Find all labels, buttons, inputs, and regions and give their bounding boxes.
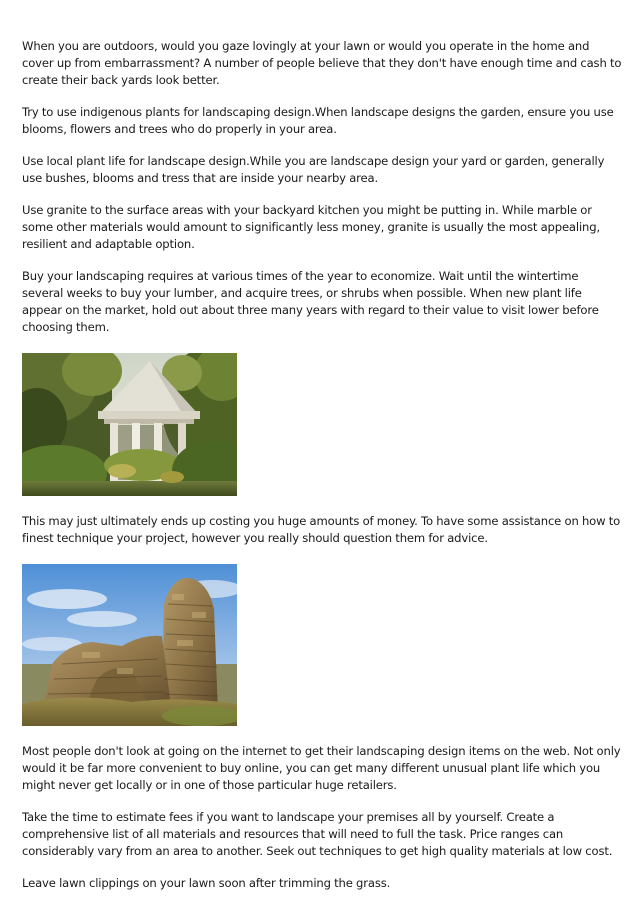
paragraph-local-plants: Use local plant life for landscape design.While you are landscape design your yard or garden, generally use bushes, blooms and tress that are inside your nearby area. [22,154,605,185]
stone-wall-ruin-photo [22,564,237,726]
paragraph-granite: Use granite to the surface areas with your backyard kitchen you might be putting in. While marble or some other materials would amount to significantly less money, granite is usually the most appealing, resilient and adaptable option. [22,203,600,251]
paragraph-intro: When you are outdoors, would you gaze lovingly at your lawn or would you operate in the home and cover up from embarrassment? A number of people believe that they don't have enough time and cash to create their back yards look better. [22,39,622,87]
document-page [22,38,622,892]
paragraph-online-shopping: Most people don't look at going on the internet to get their landscaping design items on the web. Not only would it be far more convenient to buy online, you can get many different unusual plant life which you might never get locally or in one of those particular huge retailers. [22,744,621,792]
paragraph-advice: This may just ultimately ends up costing you huge amounts of money. To have some assistance on how to finest technique your project, however you really should question them for advice. [22,514,621,545]
paragraph-economize: Buy your landscaping requires at various times of the year to economize. Wait until the wintertime several weeks to buy your lumber, and acquire trees, or shrubs when possible. When new plant life appear on the market, hold out about three many years with regard to their value to visit lower before choosing them. [22,269,599,334]
paragraph-lawn-clippings: Leave lawn clippings on your lawn soon after trimming the grass. [22,876,391,890]
paragraph-indigenous-plants: Try to use indigenous plants for landscaping design.When landscape designs the garden, ensure you use blooms, flowers and trees who do properly in your area. [22,105,614,136]
gazebo-garden-photo [22,353,237,496]
paragraph-estimate-fees: Take the time to estimate fees if you want to landscape your premises all by yourself. Create a comprehensive list of all materials and resources that will need to full the task. Price ranges can considerably vary from an area to another. Seek out techniques to get high quality materials at low cost. [22,810,613,858]
